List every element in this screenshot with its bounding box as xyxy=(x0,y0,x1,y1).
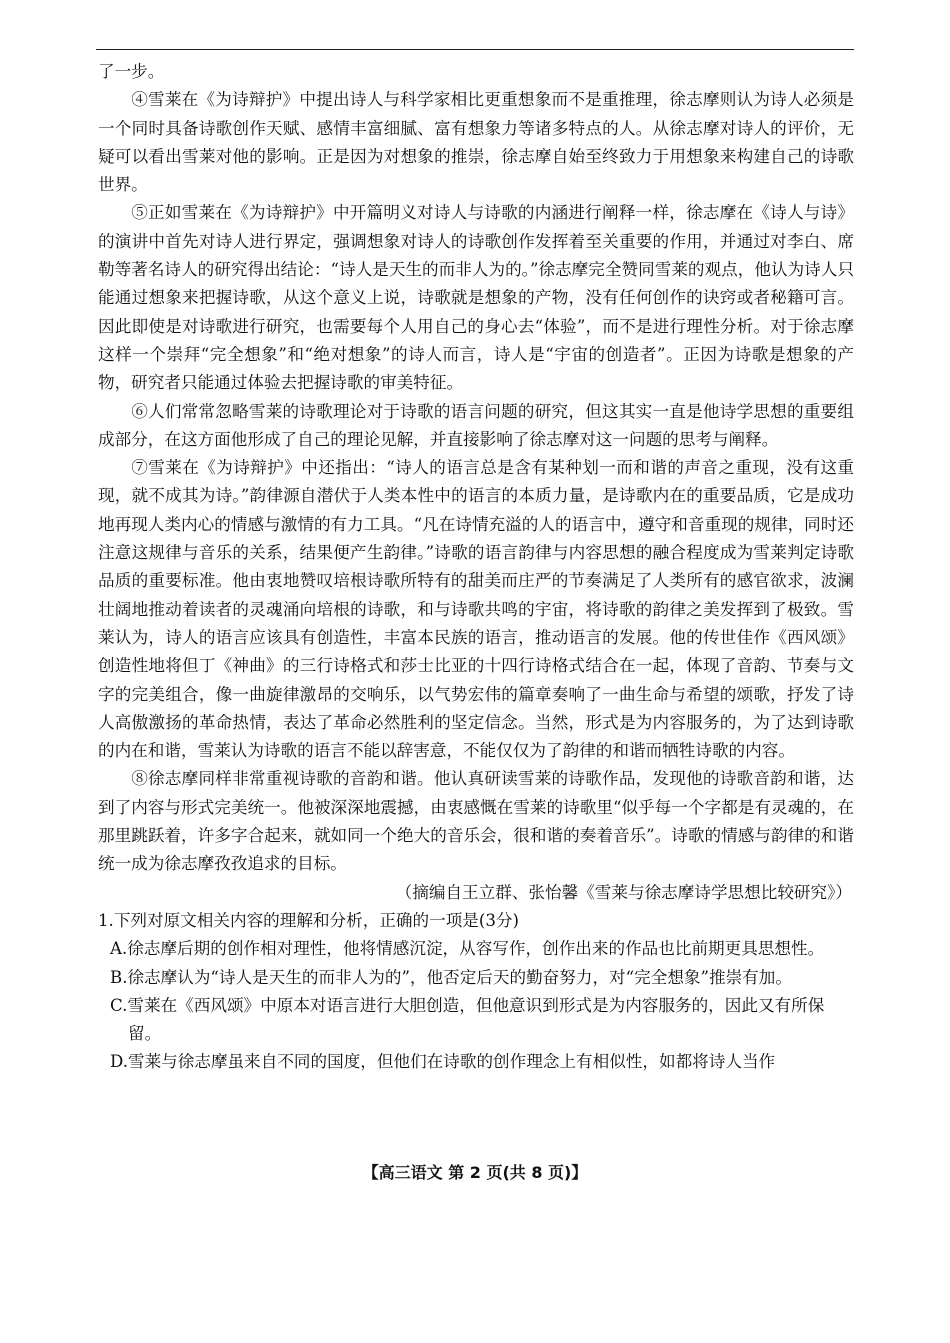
article-body xyxy=(98,58,854,1077)
question-stem: 1.下列对原文相关内容的理解和分析，正确的一项是(3分) xyxy=(98,910,519,930)
paragraph-6: ⑥人们常常忽略雪莱的诗歌理论对于诗歌的语言问题的研究，但这其实一直是他诗学思想的重要组成部分，在这方面他形成了自己的理论见解，并直接影响了徐志摩对这一问题的思考与阐释。 xyxy=(98,401,854,449)
paragraph-7: ⑦雪莱在《为诗辩护》中还指出：“诗人的语言总是含有某种划一而和谐的声音之重现，没有这重现，就不成其为诗。”韵律源自潜伏于人类本性中的语言的本质力量，是诗歌内在的重要品质，它是成功地再现人类内心的情感与激情的有力工具。“凡在诗情充溢的人的语言中，遵守和音重现的规律，同时还注意这规律与音乐的关系，结果便产生韵律。”诗歌的语言韵律与内容思想的融合程度成为雪莱判定诗歌品质的重要标准。他由衷地赞叹培根诗歌所特有的甜美而庄严的节奏满足了人类所有的感官欲求，波澜壮阔地推动着读者的灵魂涌向培根的诗歌，和与诗歌共鸣的宇宙，将诗歌的韵律之美发挥到了极致。雪莱认为，诗人的语言应该具有创造性，丰富本民族的语言，推动语言的发展。他的传世佳作《西风颂》创造性地将但丁《神曲》的三行诗格式和莎士比亚的十四行诗格式结合在一起，体现了音韵、节奏与文字的完美组合，像一曲旋律激昂的交响乐，以气势宏伟的篇章奏响了一曲生命与希望的颂歌，抒发了诗人高傲激扬的革命热情，表达了革命必然胜利的坚定信念。当然，形式是为内容服务的，为了达到诗歌的内在和谐，雪莱认为诗歌的语言不能以辞害意，不能仅仅为了韵律的和谐而牺牲诗歌的内容。 xyxy=(98,458,854,761)
page-footer: 【高三语文 第 2 页(共 8 页)】 xyxy=(362,1163,588,1182)
header-rule xyxy=(96,49,854,50)
option-a: A.徐志摩后期的创作相对理性，他将情感沉淀，从容写作，创作出来的作品也比前期更具思想性。 xyxy=(110,939,825,959)
paragraph-continuation: 了一步。 xyxy=(98,62,165,81)
question-1 xyxy=(98,907,854,1077)
paragraph-4: ④雪莱在《为诗辩护》中提出诗人与科学家相比更重想象而不是重推理，徐志摩则认为诗人必须是一个同时具备诗歌创作天赋、感情丰富细腻、富有想象力等诸多特点的人。从徐志摩对诗人的评价，无疑可以看出雪莱对他的影响。正是因为对想象的推崇，徐志摩自始至终致力于用想象来构建自己的诗歌世界。 xyxy=(98,90,854,195)
paragraph-8: ⑧徐志摩同样非常重视诗歌的音韵和谐。他认真研读雪莱的诗歌作品，发现他的诗歌音韵和谐，达到了内容与形式完美统一。他被深深地震撼，由衷感慨在雪莱的诗歌里“似乎每一个字都是有灵魂的，在那里跳跃着，许多字合起来，就如同一个绝大的音乐会，很和谐的奏着音乐”。诗歌的情感与韵律的和谐统一成为徐志摩孜孜追求的目标。 xyxy=(98,769,854,874)
option-b: B.徐志摩认为“诗人是天生的而非人为的”，他否定后天的勤奋努力，对“完全想象”推崇有加。 xyxy=(110,967,792,987)
source-citation: （摘编自王立群、张怡馨《雪莱与徐志摩诗学思想比较研究》） xyxy=(395,882,852,902)
paragraph-5: ⑤正如雪莱在《为诗辩护》中开篇明义对诗人与诗歌的内涵进行阐释一样，徐志摩在《诗人与诗》的演讲中首先对诗人进行界定，强调想象对诗人的诗歌创作发挥着至关重要的作用，并通过对李白、席勒等著名诗人的研究得出结论：“诗人是天生的而非人为的。”徐志摩完全赞同雪莱的观点，他认为诗人只能通过想象来把握诗歌，从这个意义上说，诗歌就是想象的产物，没有任何创作的诀窍或者秘籍可言。因此即使是对诗歌进行研究，也需要每个人用自己的身心去“体验”，而不是进行理性分析。对于徐志摩这样一个崇拜“完全想象”和“绝对想象”的诗人而言，诗人是“宇宙的创造者”。正因为诗歌是想象的产物，研究者只能通过体验去把握诗歌的审美特征。 xyxy=(98,203,854,393)
option-d: D.雪莱与徐志摩虽来自不同的国度，但他们在诗歌的创作理念上有相似性，如都将诗人当作 xyxy=(110,1052,776,1072)
option-c: C.雪莱在《西风颂》中原本对语言进行大胆创造，但他意识到形式是为内容服务的，因此又有所保留。 xyxy=(110,995,825,1044)
